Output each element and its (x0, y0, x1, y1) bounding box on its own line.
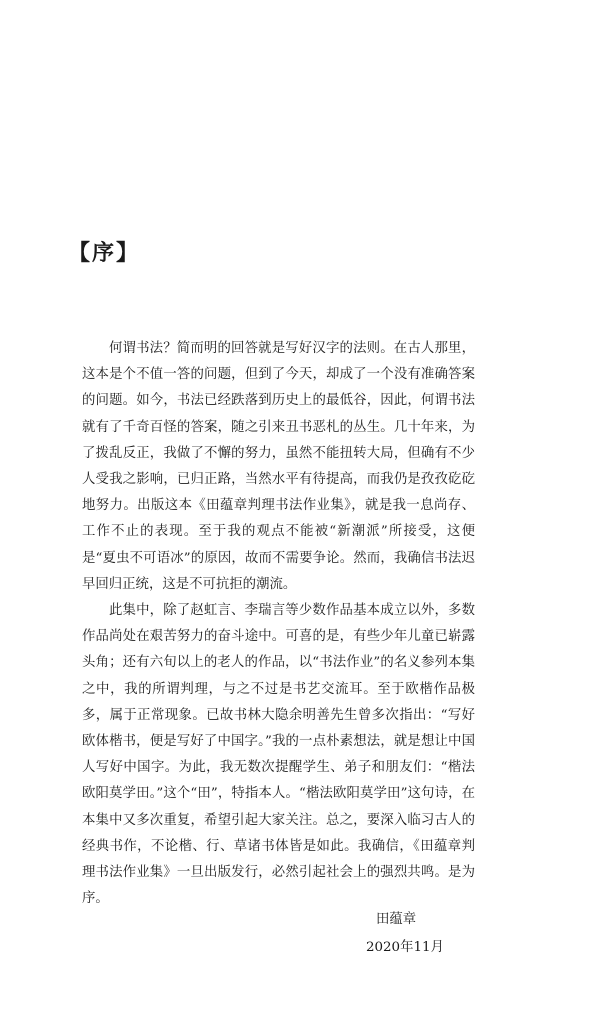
preface-date: 2020年11月 (366, 940, 444, 955)
preface-paragraph-1: 何谓书法？简而明的回答就是写好汉字的法则。在古人那里，这本是个不值一答的问题，但到了今天，却成了一个没有准确答案的问题。如今，书法已经跌落到历史上的最低谷，因此，何谓书法就有了千奇百怪的答案，随之引来丑书恶札的丛生。几十年来，为了拨乱反正，我做了不懈的努力，虽然不能扭转大局，但确有不少人受我之影响，已归正路，当然水平有待提高，而我仍是孜孜矻矻地努力。出版这本《田蕴章判理书法作业集》，就是我一息尚存、工作不止的表现。至于我的观点不能被“新潮派”所接受，这便是“夏虫不可语冰”的原因，故而不需要争论。然而，我确信书法迟早回归正统，这是不可抗拒的潮流。 (82, 341, 475, 592)
preface-paragraph-2: 此集中，除了赵虹言、李瑞言等少数作品基本成立以外，多数作品尚处在艰苦努力的奋斗途中。可喜的是，有些少年儿童已崭露头角；还有六旬以上的老人的作品，以“书法作业”的名义参列本集之中，我的所谓判理，与之不过是书艺交流耳。至于欧楷作品极多，属于正常现象。已故书林大隐余明善先生曾多次指出：“写好欧体楷书，便是写好了中国字。”我的一点朴素想法，就是想让中国人写好中国字。为此，我无数次提醒学生、弟子和朋友们：“楷法欧阳莫学田。”这个“田”，特指本人。“楷法欧阳莫学田”这句诗，在本集中又多次重复，希望引起大家关注。总之，要深入临习古人的经典书作，不论楷、行、草诸书体皆是如此。我确信，《田蕴章判理书法作业集》一旦出版发行，必然引起社会上的强烈共鸣。是为序。 (82, 603, 475, 907)
preface-heading: 【序】 (68, 240, 141, 266)
preface-body (82, 336, 475, 912)
author-signature: 田蕴章 (376, 912, 417, 927)
